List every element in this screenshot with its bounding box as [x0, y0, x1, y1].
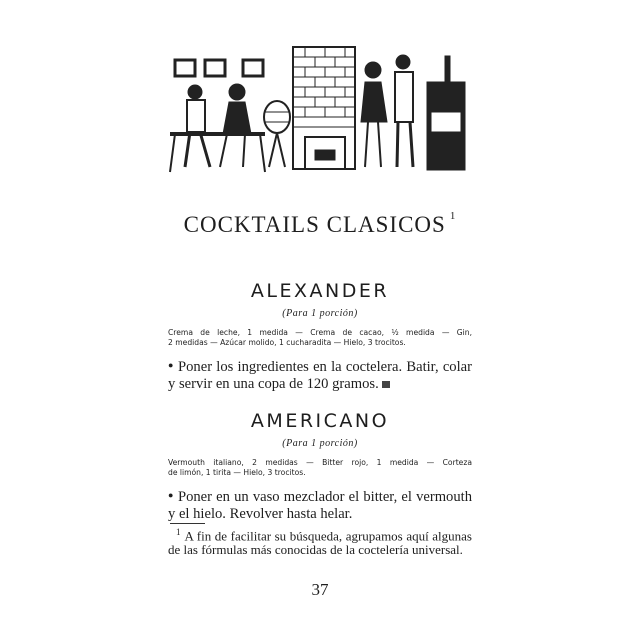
recipe-ingredients-americano-line1: Vermouth italiano, 2 medidas — Bitter rojo, 1 medida — Corteza: [168, 458, 472, 467]
recipe-ingredients-alexander-line1: Crema de leche, 1 medida — Crema de cacao, ½ medida — Gin,: [168, 328, 472, 337]
recipe-instructions-americano: [168, 487, 472, 523]
footnote-divider: [170, 523, 205, 524]
recipe-instructions-alexander: [168, 357, 472, 393]
page-title: [0, 212, 640, 238]
footnote-marker: 1: [176, 527, 181, 537]
recipe-ingredients-americano-line2: de limón, 1 tirita — Hielo, 3 trocitos.: [168, 468, 306, 477]
bullet-icon: ●: [168, 360, 175, 370]
title-text: COCKTAILS CLASICOS: [183, 212, 446, 237]
instructions-text: Poner los ingredientes en la coctelera. Batir, colar y servir en una copa de 120 gramos.: [168, 359, 472, 392]
page-number: 37: [311, 580, 329, 599]
bullet-icon: ●: [168, 490, 174, 500]
recipe-portion-alexander: (Para 1 porción): [282, 308, 358, 319]
footnote-ref: 1: [449, 210, 457, 222]
recipe-name-alexander: ALEXANDER: [250, 280, 390, 302]
end-mark-icon: [382, 381, 390, 388]
footnote: [168, 525, 472, 557]
instructions-text: Poner en un vaso mezclador el bitter, el vermouth y el hielo. Revolver hasta helar.: [168, 489, 473, 522]
cocktail-party-illustration: [165, 42, 470, 174]
recipe-portion-americano: (Para 1 porción): [282, 438, 358, 449]
recipe-name-americano: AMERICANO: [250, 410, 390, 432]
recipe-ingredients-alexander-line2: 2 medidas — Azúcar molido, 1 cucharadita — Hielo, 3 trocitos.: [168, 338, 406, 347]
footnote-text: A fin de facilitar su búsqueda, agrupamos aquí algunas de las fórmulas más conocidas de la coctelería universal.: [168, 528, 472, 558]
